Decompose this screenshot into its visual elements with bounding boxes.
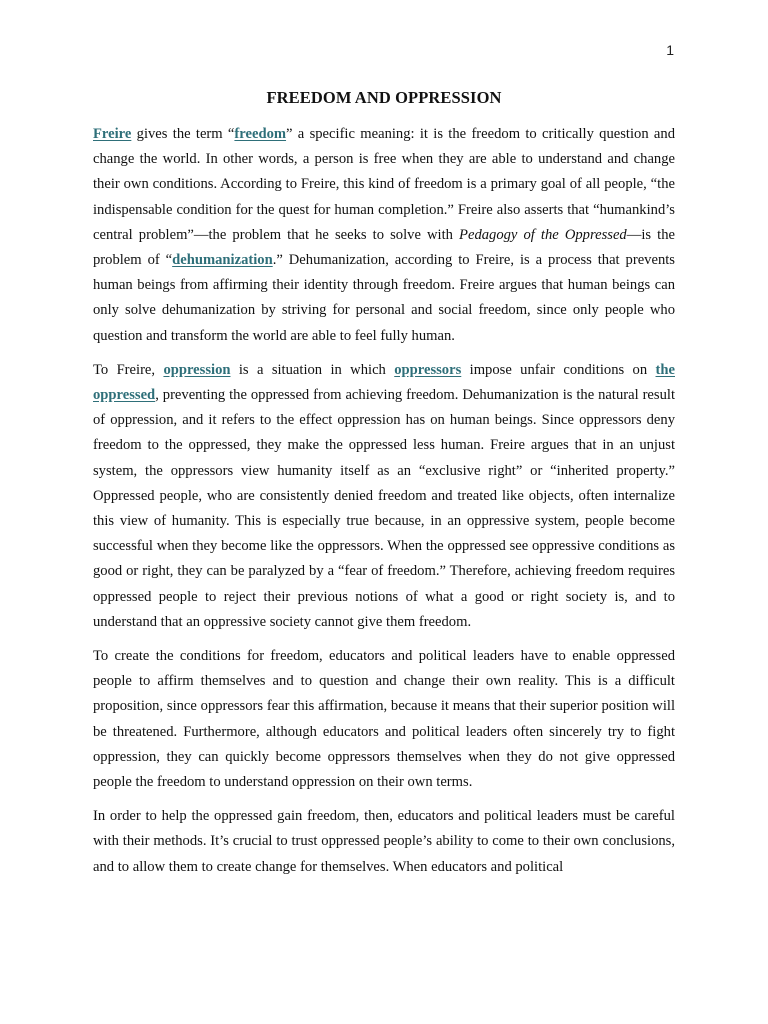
paragraph-1 — [93, 122, 675, 349]
text-run: To create the conditions for freedom, educators and political leaders have to enable oppressed people to affirm themselves and to question and change their own reality. This is a difficult proposition, since oppressors fear this affirmation, because it means that their superior position will be threatened. Furthermore, although educators and political leaders often sincerely try to fight oppression, they can quickly become oppressors themselves when they do not give oppressed people the freedom to understand oppression on their own terms. — [93, 648, 675, 791]
page-number: 1 — [666, 42, 674, 58]
link-the-oppressed[interactable]: the oppressed — [93, 361, 675, 404]
paragraph-2 — [93, 358, 675, 635]
text-run: .” Dehumanization, according to Freire, is a process that prevents human beings from affirming their identity through freedom. Freire argues that human beings can only solve dehumanization by striving for personal and social freedom, since only people who question and transform the world are able to feel fully human. — [93, 252, 675, 344]
link-freedom[interactable]: freedom — [234, 126, 287, 142]
link-oppressors[interactable]: oppressors — [394, 361, 462, 378]
text-run: , preventing the oppressed from achieving freedom. Dehumanization is the natural result of oppression, and it refers to the effect oppression has on human beings. Since oppressors deny freedom to the oppressed, they make the oppressed less human. Freire argues that in an unjust system, the oppressors view humanity itself as an “exclusive right” or “inherited property.” Oppressed people, who are consistently denied freedom and treated like objects, often internalize this view of humanity. This is especially true because, in an oppressive system, people become successful when they become like the oppressors. When the oppressed see oppressive conditions as good or right, they can be paralyzed by a “fear of freedom.” Therefore, achieving freedom requires oppressed people to reject their previous notions of what a good or right society is, and to understand that an oppressive society cannot give them freedom. — [93, 387, 675, 630]
link-freire[interactable]: Freire — [93, 126, 132, 142]
paragraph-3 — [93, 644, 675, 795]
text-run: impose unfair conditions on — [461, 361, 656, 378]
page-title: FREEDOM AND OPPRESSION — [266, 88, 502, 107]
paragraph-4 — [93, 804, 675, 880]
text-run: ” a specific meaning: it is the freedom to critically question and change the world. In other words, a person is free when they are able to understand and change their own conditions. According to Freire, this kind of freedom is a primary goal of all people, “the indispensable condition for the quest for human completion.” Freire also asserts that “humankind’s central problem”—the problem that he seeks to solve with — [93, 126, 675, 243]
text-run: To Freire, — [93, 361, 164, 378]
text-run: gives the term “ — [131, 126, 235, 142]
link-oppression[interactable]: oppression — [163, 361, 231, 378]
text-run: is a situation in which — [230, 361, 395, 378]
book-title: Pedagogy of the Oppressed — [459, 226, 627, 243]
text-run: —is the problem of “ — [93, 226, 675, 269]
link-dehumanization[interactable]: dehumanization — [172, 252, 273, 269]
document-body — [93, 122, 675, 889]
text-run: In order to help the oppressed gain freedom, then, educators and political leaders must be careful with their methods. It’s crucial to trust oppressed people’s ability to come to their own conclusions, and to allow them to create change for themselves. When educators and political — [93, 808, 675, 875]
